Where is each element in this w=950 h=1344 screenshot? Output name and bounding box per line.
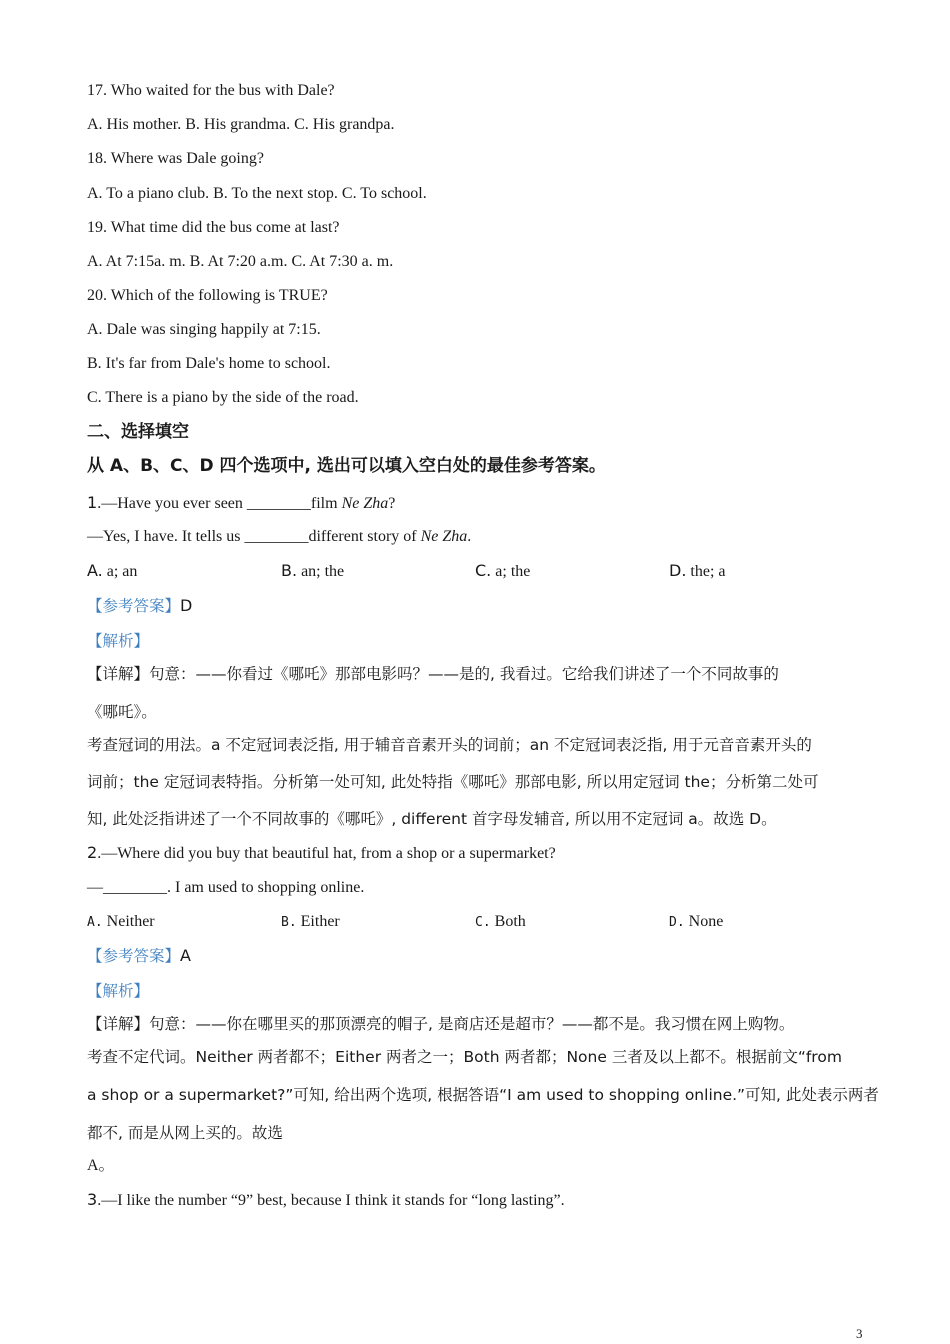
mc1-option-b: B. an; the: [281, 561, 345, 580]
q17-question: 17. Who waited for the bus with Dale?: [87, 82, 335, 99]
mc2-detail-5: A。: [87, 1157, 115, 1174]
mc1-line2: —Yes, I have. It tells us ________different story of Ne Zha.: [87, 528, 472, 545]
mc2-answer: 【参考答案】A: [87, 946, 191, 965]
mc2-option-a: A. Neither: [87, 913, 155, 930]
section-instruction: 从 A、B、C、D 四个选项中, 选出可以填入空白处的最佳参考答案。: [87, 456, 606, 476]
mc1-line1: 1.—Have you ever seen ________film Ne Zha?: [87, 493, 396, 512]
mc1-detail-2: 《哪吒》。: [87, 703, 157, 721]
mc1-detail-4: 词前；the 定冠词表特指。分析第一处可知, 此处特指《哪吒》那部电影, 所以用定冠词 the；分析第二处可: [87, 773, 819, 791]
mc2-number: 2: [87, 843, 98, 862]
q17-options: A. His mother. B. His grandma. C. His grandpa.: [87, 116, 395, 133]
q20-option-c: C. There is a piano by the side of the road.: [87, 389, 359, 406]
mc1-number: 1: [87, 493, 98, 512]
film-title: Ne Zha: [420, 528, 468, 545]
mc2-option-b: B. Either: [281, 913, 340, 930]
page-number: 3: [856, 1326, 863, 1341]
q18-options: A. To a piano club. B. To the next stop. C. To school.: [87, 185, 427, 202]
answer-value: A: [180, 946, 191, 965]
mc1-option-a: A. a; an: [87, 561, 138, 580]
mc1-option-d: D. the; a: [669, 561, 726, 580]
mc1-answer: 【参考答案】D: [87, 596, 193, 615]
mc2-line1: 2.—Where did you buy that beautiful hat, from a shop or a supermarket?: [87, 843, 556, 862]
mc2-detail-4: 都不, 而是从网上买的。故选: [87, 1124, 283, 1142]
mc2-option-d: D. None: [669, 913, 724, 930]
mc1-option-c: C. a; the: [475, 561, 531, 580]
q19-question: 19. What time did the bus come at last?: [87, 219, 340, 236]
q20-question: 20. Which of the following is TRUE?: [87, 287, 328, 304]
mc2-detail-1: 【详解】句意：——你在哪里买的那顶漂亮的帽子, 是商店还是超市？——都不是。我习惯在网上购物。: [87, 1015, 795, 1033]
mc2-option-c: C. Both: [475, 913, 526, 930]
mc1-analysis-label: 【解析】: [87, 632, 150, 650]
film-title: Ne Zha: [341, 495, 389, 512]
mc1-detail-5: 知, 此处泛指讲述了一个不同故事的《哪吒》, different 首字母发辅音, 所以用不定冠词 a。故选 D。: [87, 810, 777, 828]
mc3-line1: 3.—I like the number “9” best, because I think it stands for “long lasting”.: [87, 1190, 565, 1209]
mc1-detail-3: 考查冠词的用法。a 不定冠词表泛指, 用于辅音音素开头的词前；an 不定冠词表泛指, 用于元音音素开头的: [87, 736, 812, 754]
mc2-line2: —________. I am used to shopping online.: [87, 879, 365, 896]
answer-value: D: [180, 596, 193, 615]
mc1-detail-1: 【详解】句意：——你看过《哪吒》那部电影吗？——是的, 我看过。它给我们讲述了一个不同故事的: [87, 665, 779, 683]
q20-option-b: B. It's far from Dale's home to school.: [87, 355, 331, 372]
mc2-detail-2: 考查不定代词。Neither 两者都不；Either 两者之一；Both 两者都；None 三者及以上都不。根据前文“from: [87, 1048, 842, 1066]
q18-question: 18. Where was Dale going?: [87, 150, 264, 167]
q19-options: A. At 7:15a. m. B. At 7:20 a.m. C. At 7:30 a. m.: [87, 253, 394, 270]
q20-option-a: A. Dale was singing happily at 7:15.: [87, 321, 321, 338]
section-title: 二、选择填空: [87, 422, 189, 442]
mc3-number: 3: [87, 1190, 98, 1209]
mc2-detail-3: a shop or a supermarket?”可知, 给出两个选项, 根据答语“I am used to shopping online.”可知, 此处表示两者: [87, 1086, 879, 1104]
mc2-analysis-label: 【解析】: [87, 982, 150, 1000]
